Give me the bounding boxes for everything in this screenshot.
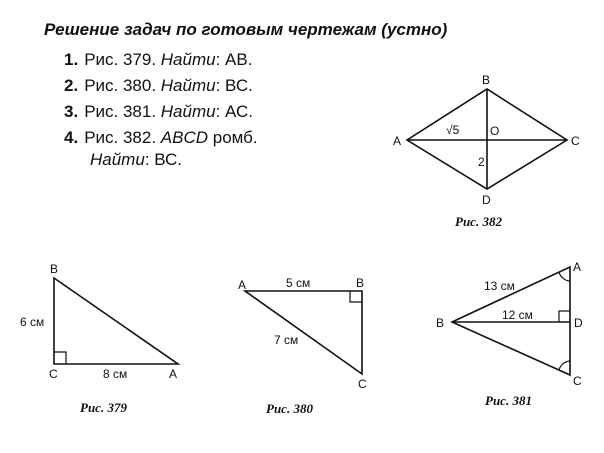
task-rest: : АВ.: [215, 50, 253, 69]
task-find: ABCD: [160, 128, 209, 147]
figure-caption: Рис. 380: [266, 401, 313, 416]
vertex-label-a: A: [393, 134, 402, 148]
triangle-379: [54, 278, 178, 364]
task-rest: ромб.: [208, 128, 258, 147]
vertex-label-c: C: [49, 367, 58, 381]
task-number: 4.: [64, 128, 79, 147]
segment-od-label: 2: [478, 155, 485, 169]
vertex-label-c: C: [573, 374, 582, 388]
vertex-label-b: B: [50, 262, 59, 276]
task-rest: : ВС.: [144, 150, 183, 169]
right-angle-mark-d: [559, 311, 570, 322]
task-number: 1.: [64, 50, 79, 69]
triangle-380: [245, 291, 362, 374]
right-angle-mark-b: [350, 291, 362, 302]
task-number: 2.: [64, 76, 79, 95]
vertex-label-b: B: [356, 276, 365, 290]
vertex-label-d: D: [574, 316, 583, 330]
task-rest: : АС.: [215, 102, 254, 121]
figure-caption: Рис. 381: [485, 393, 532, 408]
task-find: Найти: [160, 76, 216, 95]
vertex-label-a: A: [238, 278, 247, 292]
figure-caption: Рис. 382: [455, 214, 502, 229]
side-ab-label: 5 см: [286, 276, 311, 290]
task-ref: Рис. 379.: [84, 50, 161, 69]
center-label-o: O: [490, 124, 500, 138]
task-ref: Рис. 380.: [84, 76, 161, 95]
angle-arc-a: [559, 272, 570, 281]
angle-arc-c: [559, 361, 570, 370]
segment-ao-label: √5: [446, 123, 460, 137]
side-ac-label: 7 см: [274, 333, 299, 347]
task-find: Найти: [160, 102, 216, 121]
vertex-label-d: D: [482, 193, 491, 207]
task-find: Найти: [160, 50, 216, 69]
vertex-label-c: C: [358, 377, 367, 391]
vertex-label-c: C: [571, 134, 580, 148]
task-ref: Рис. 381.: [84, 102, 161, 121]
side-ba-label: 13 см: [484, 279, 515, 293]
vertex-label-b: B: [482, 73, 491, 87]
page-title: Решение задач по готовым чертежам (устно): [44, 20, 448, 39]
task-number: 3.: [64, 102, 79, 121]
vertex-label-b: B: [436, 316, 445, 330]
side-bd-label: 12 см: [502, 308, 533, 322]
vertex-label-a: A: [573, 260, 582, 274]
right-angle-mark-c: [54, 352, 66, 364]
task-rest: : ВС.: [215, 76, 253, 95]
figure-caption: Рис. 379: [80, 400, 127, 415]
task-find: Найти: [90, 150, 145, 169]
vertex-label-a: A: [169, 367, 178, 381]
task-ref: Рис. 382.: [84, 128, 161, 147]
side-ca-label: 8 см: [103, 367, 128, 381]
side-bc-label: 6 см: [20, 315, 45, 329]
